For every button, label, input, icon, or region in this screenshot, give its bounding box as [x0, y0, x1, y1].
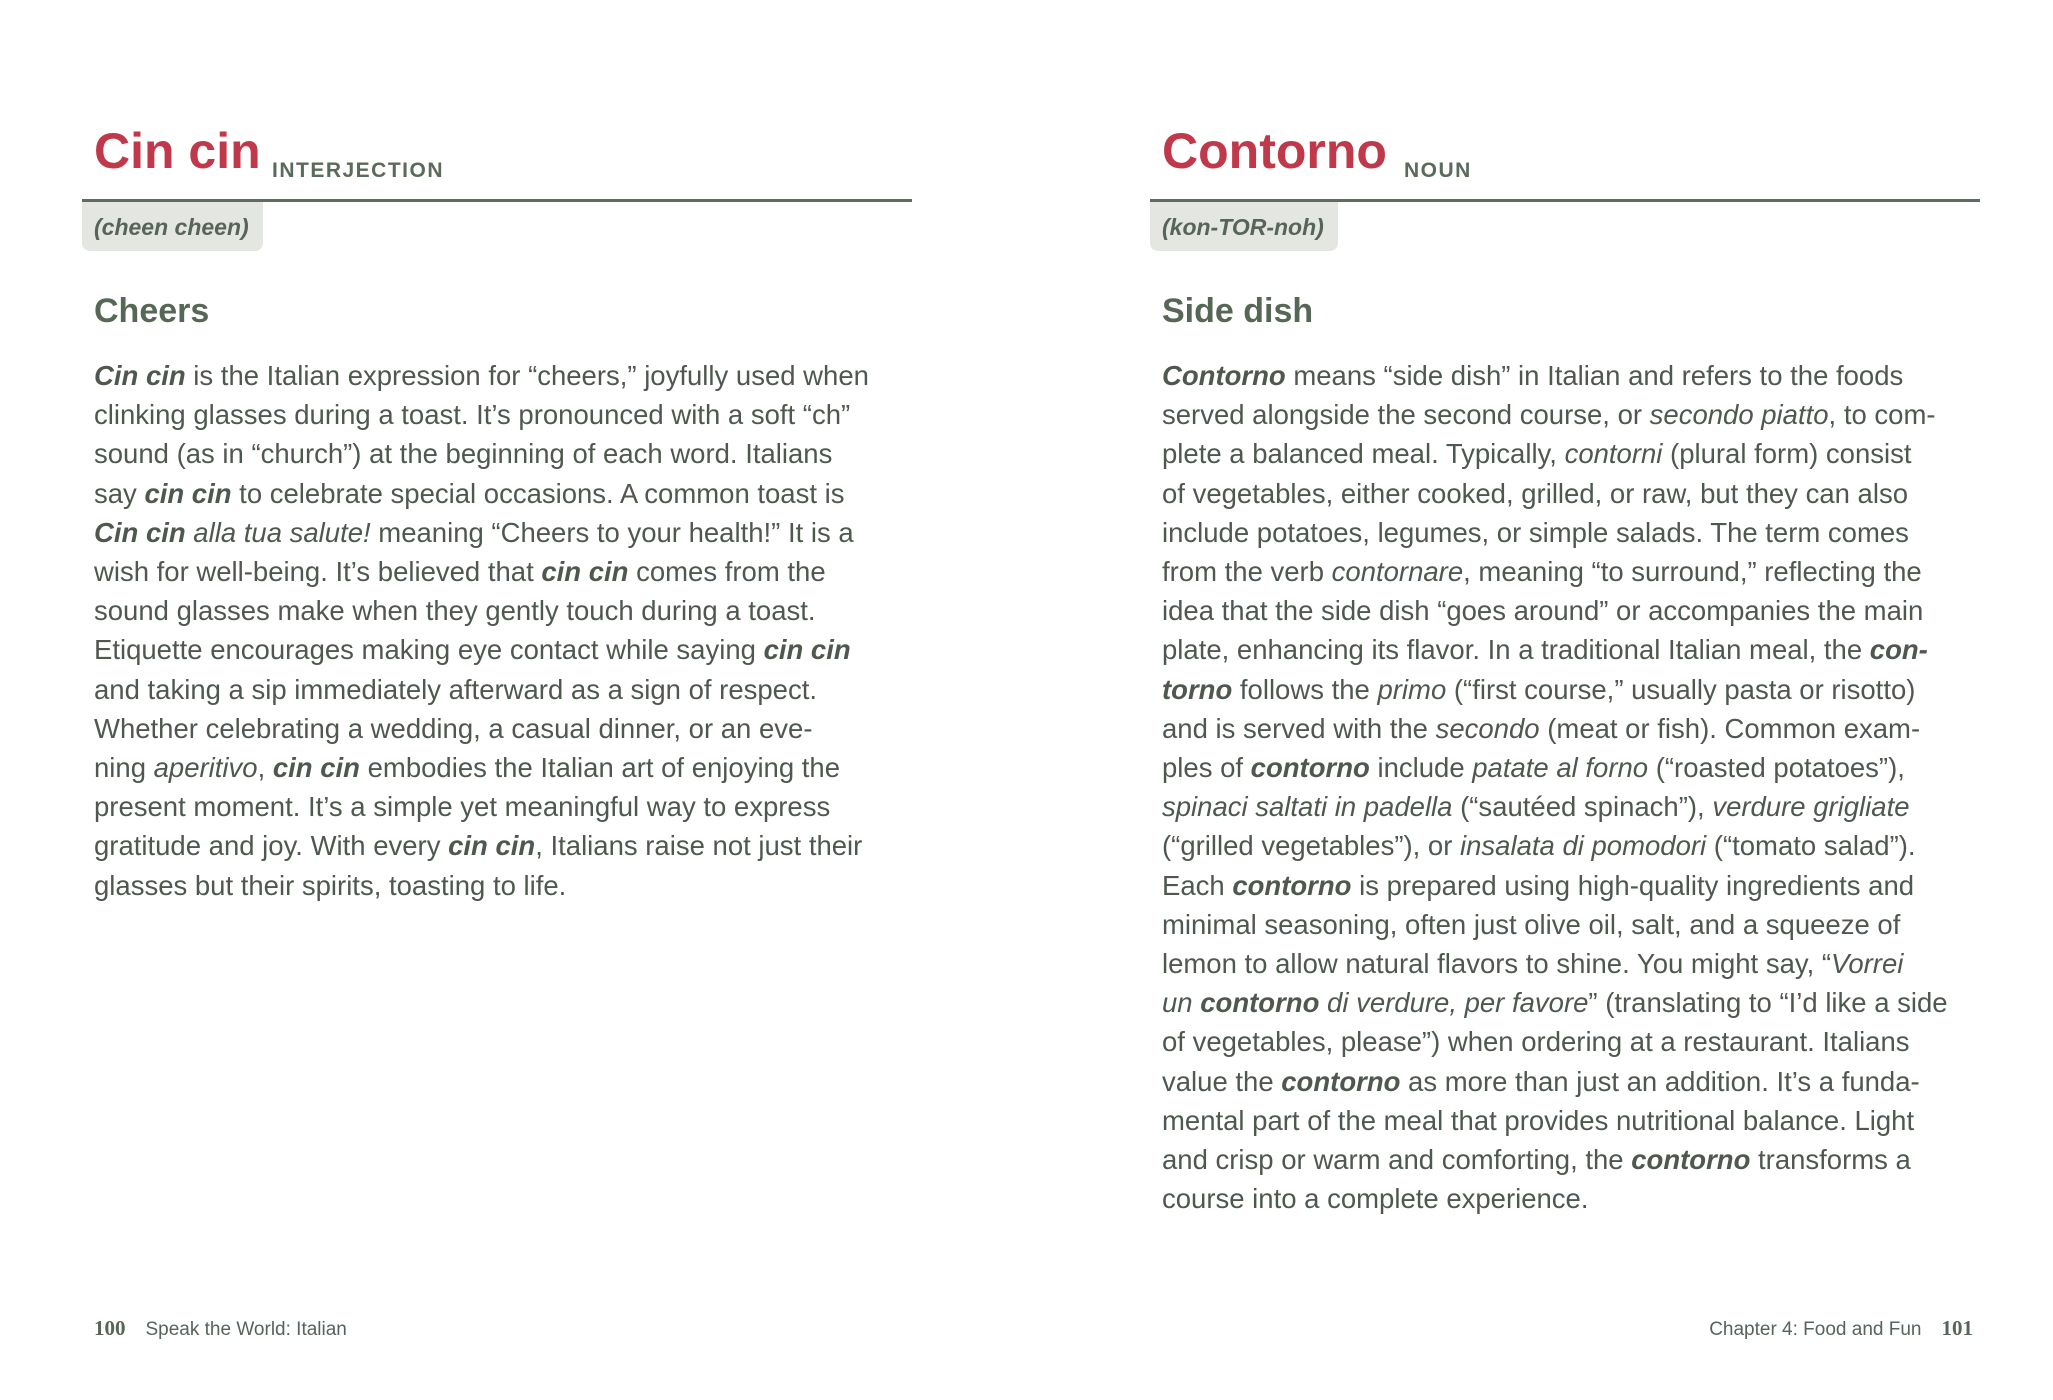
text-line: from the verb contornare, meaning “to surround,” reflecting the	[1162, 556, 1922, 588]
italic-term: verdure grigliate	[1712, 791, 1910, 823]
text-line: present moment. It’s a simple yet meaningful way to express	[94, 791, 831, 823]
text-line: and taking a sip immediately afterward as a sign of respect.	[94, 673, 818, 705]
entry-body	[94, 356, 906, 905]
text-line: and crisp or warm and comforting, the contorno transforms a	[1162, 1144, 1911, 1176]
headword: Cin cin	[94, 123, 261, 179]
text-line: Cin cin is the Italian expression for “cheers,” joyfully used when	[94, 360, 869, 391]
italic-term: contorni	[1564, 438, 1663, 470]
left-footer	[94, 1316, 347, 1341]
text-line: Etiquette encourages making eye contact while saying cin cin	[94, 634, 851, 666]
text-line: plete a balanced meal. Typically, contorni (plural form) consist	[1162, 438, 1912, 470]
text-line: and is served with the secondo (meat or fish). Common exam-	[1162, 712, 1921, 744]
headword-emphasis: contorno	[1200, 987, 1320, 1019]
right-page	[1150, 0, 1980, 1215]
text-line: plate, enhancing its flavor. In a traditional Italian meal, the con-	[1162, 634, 1928, 666]
text-line: sound glasses make when they gently touch during a toast.	[94, 595, 816, 627]
text-line: of vegetables, please”) when ordering at a restaurant. Italians	[1162, 1026, 1910, 1058]
text-line: Contorno means “side dish” in Italian and refers to the foods	[1162, 360, 1904, 391]
italic-term: un	[1162, 987, 1201, 1019]
italic-term: secondo	[1435, 712, 1540, 744]
italic-term: Vorrei	[1831, 948, 1904, 980]
text-line: Each contorno is prepared using high-quality ingredients and	[1162, 869, 1915, 901]
headword-emphasis: contorno	[1281, 1065, 1401, 1097]
headword-emphasis: Cin cin	[94, 516, 186, 548]
headword-emphasis: Contorno	[1162, 360, 1286, 391]
text-line: include potatoes, legumes, or simple salads. The term comes	[1162, 516, 1909, 548]
text-line: served alongside the second course, or secondo piatto, to com-	[1162, 399, 1936, 431]
headword: Contorno	[1162, 123, 1387, 179]
text-line: (“grilled vegetables”), or insalata di pomodori (“tomato salad”).	[1162, 830, 1916, 862]
headword-emphasis: cin cin	[763, 634, 851, 666]
headword-emphasis: cin cin	[272, 752, 360, 784]
italic-term: alla tua salute!	[185, 516, 371, 548]
text-line: un contorno di verdure, per favore” (translating to “I’d like a side	[1162, 987, 1948, 1019]
text-line: gratitude and joy. With every cin cin, Italians raise not just their	[94, 830, 863, 862]
part-of-speech: INTERJECTION	[272, 159, 445, 182]
headword-emphasis: Cin cin	[94, 360, 186, 391]
text-line: clinking glasses during a toast. It’s pronounced with a soft “ch”	[94, 399, 851, 431]
entry-header	[82, 0, 912, 240]
text-line: spinaci saltati in padella (“sautéed spinach”), verdure grigliate	[1162, 791, 1910, 823]
headword-emphasis: con-	[1869, 634, 1928, 666]
pronunciation-tab: (cheen cheen)	[82, 202, 263, 251]
italic-term: insalata di pomodori	[1460, 830, 1707, 862]
right-footer	[1709, 1316, 1973, 1341]
page-number: 101	[1941, 1316, 1973, 1340]
running-title: Chapter 4: Food and Fun	[1709, 1319, 1922, 1340]
text-line: course into a complete experience.	[1162, 1183, 1589, 1215]
italic-term: contornare	[1331, 556, 1464, 588]
text-line: Cin cin alla tua salute! meaning “Cheers to your health!” It is a	[94, 516, 854, 548]
italic-term: aperitivo	[153, 752, 258, 784]
headword-emphasis: cin cin	[144, 477, 232, 509]
italic-term: secondo piatto	[1649, 399, 1829, 431]
text-line: wish for well-being. It’s believed that cin cin comes from the	[94, 556, 826, 588]
text-line: of vegetables, either cooked, grilled, or raw, but they can also	[1162, 477, 1908, 509]
headword-emphasis: contorno	[1250, 752, 1370, 784]
italic-term: spinaci saltati in padella	[1162, 791, 1453, 823]
text-line: say cin cin to celebrate special occasions. A common toast is	[94, 477, 845, 509]
translation-heading: Cheers	[94, 292, 210, 330]
text-line: ning aperitivo, cin cin embodies the Italian art of enjoying the	[94, 752, 841, 784]
text-line: idea that the side dish “goes around” or accompanies the main	[1162, 595, 1924, 627]
translation-heading: Side dish	[1162, 292, 1314, 330]
entry-header	[1150, 0, 1980, 240]
italic-term: primo	[1377, 673, 1447, 705]
text-line: minimal seasoning, often just olive oil, salt, and a squeeze of	[1162, 908, 1901, 940]
page-number: 100	[94, 1316, 126, 1340]
headword-emphasis: contorno	[1232, 869, 1352, 901]
text-line: sound (as in “church”) at the beginning of each word. Italians	[94, 438, 833, 470]
text-line: mental part of the meal that provides nutritional balance. Light	[1162, 1104, 1915, 1136]
headword-emphasis: cin cin	[448, 830, 536, 862]
pronunciation-tab: (kon-TOR-noh)	[1150, 202, 1338, 251]
headword-emphasis: contorno	[1631, 1144, 1751, 1176]
text-line: lemon to allow natural flavors to shine. You might say, “Vorrei	[1162, 948, 1904, 980]
part-of-speech: NOUN	[1404, 159, 1472, 182]
text-line: value the contorno as more than just an addition. It’s a funda-	[1162, 1065, 1920, 1097]
text-line: torno follows the primo (“first course,” usually pasta or risotto)	[1162, 673, 1916, 705]
left-page	[82, 0, 912, 901]
headword-emphasis: cin cin	[541, 556, 629, 588]
running-title: Speak the World: Italian	[145, 1319, 347, 1340]
entry-body	[1162, 356, 1974, 1218]
text-line: ples of contorno include patate al forno (“roasted potatoes”),	[1162, 752, 1905, 784]
text-line: glasses but their spirits, toasting to life.	[94, 869, 567, 901]
italic-term: di verdure, per favore	[1319, 987, 1589, 1019]
italic-term: patate al forno	[1472, 752, 1649, 784]
text-line: Whether celebrating a wedding, a casual dinner, or an eve-	[94, 712, 813, 744]
headword-emphasis: torno	[1162, 673, 1233, 705]
